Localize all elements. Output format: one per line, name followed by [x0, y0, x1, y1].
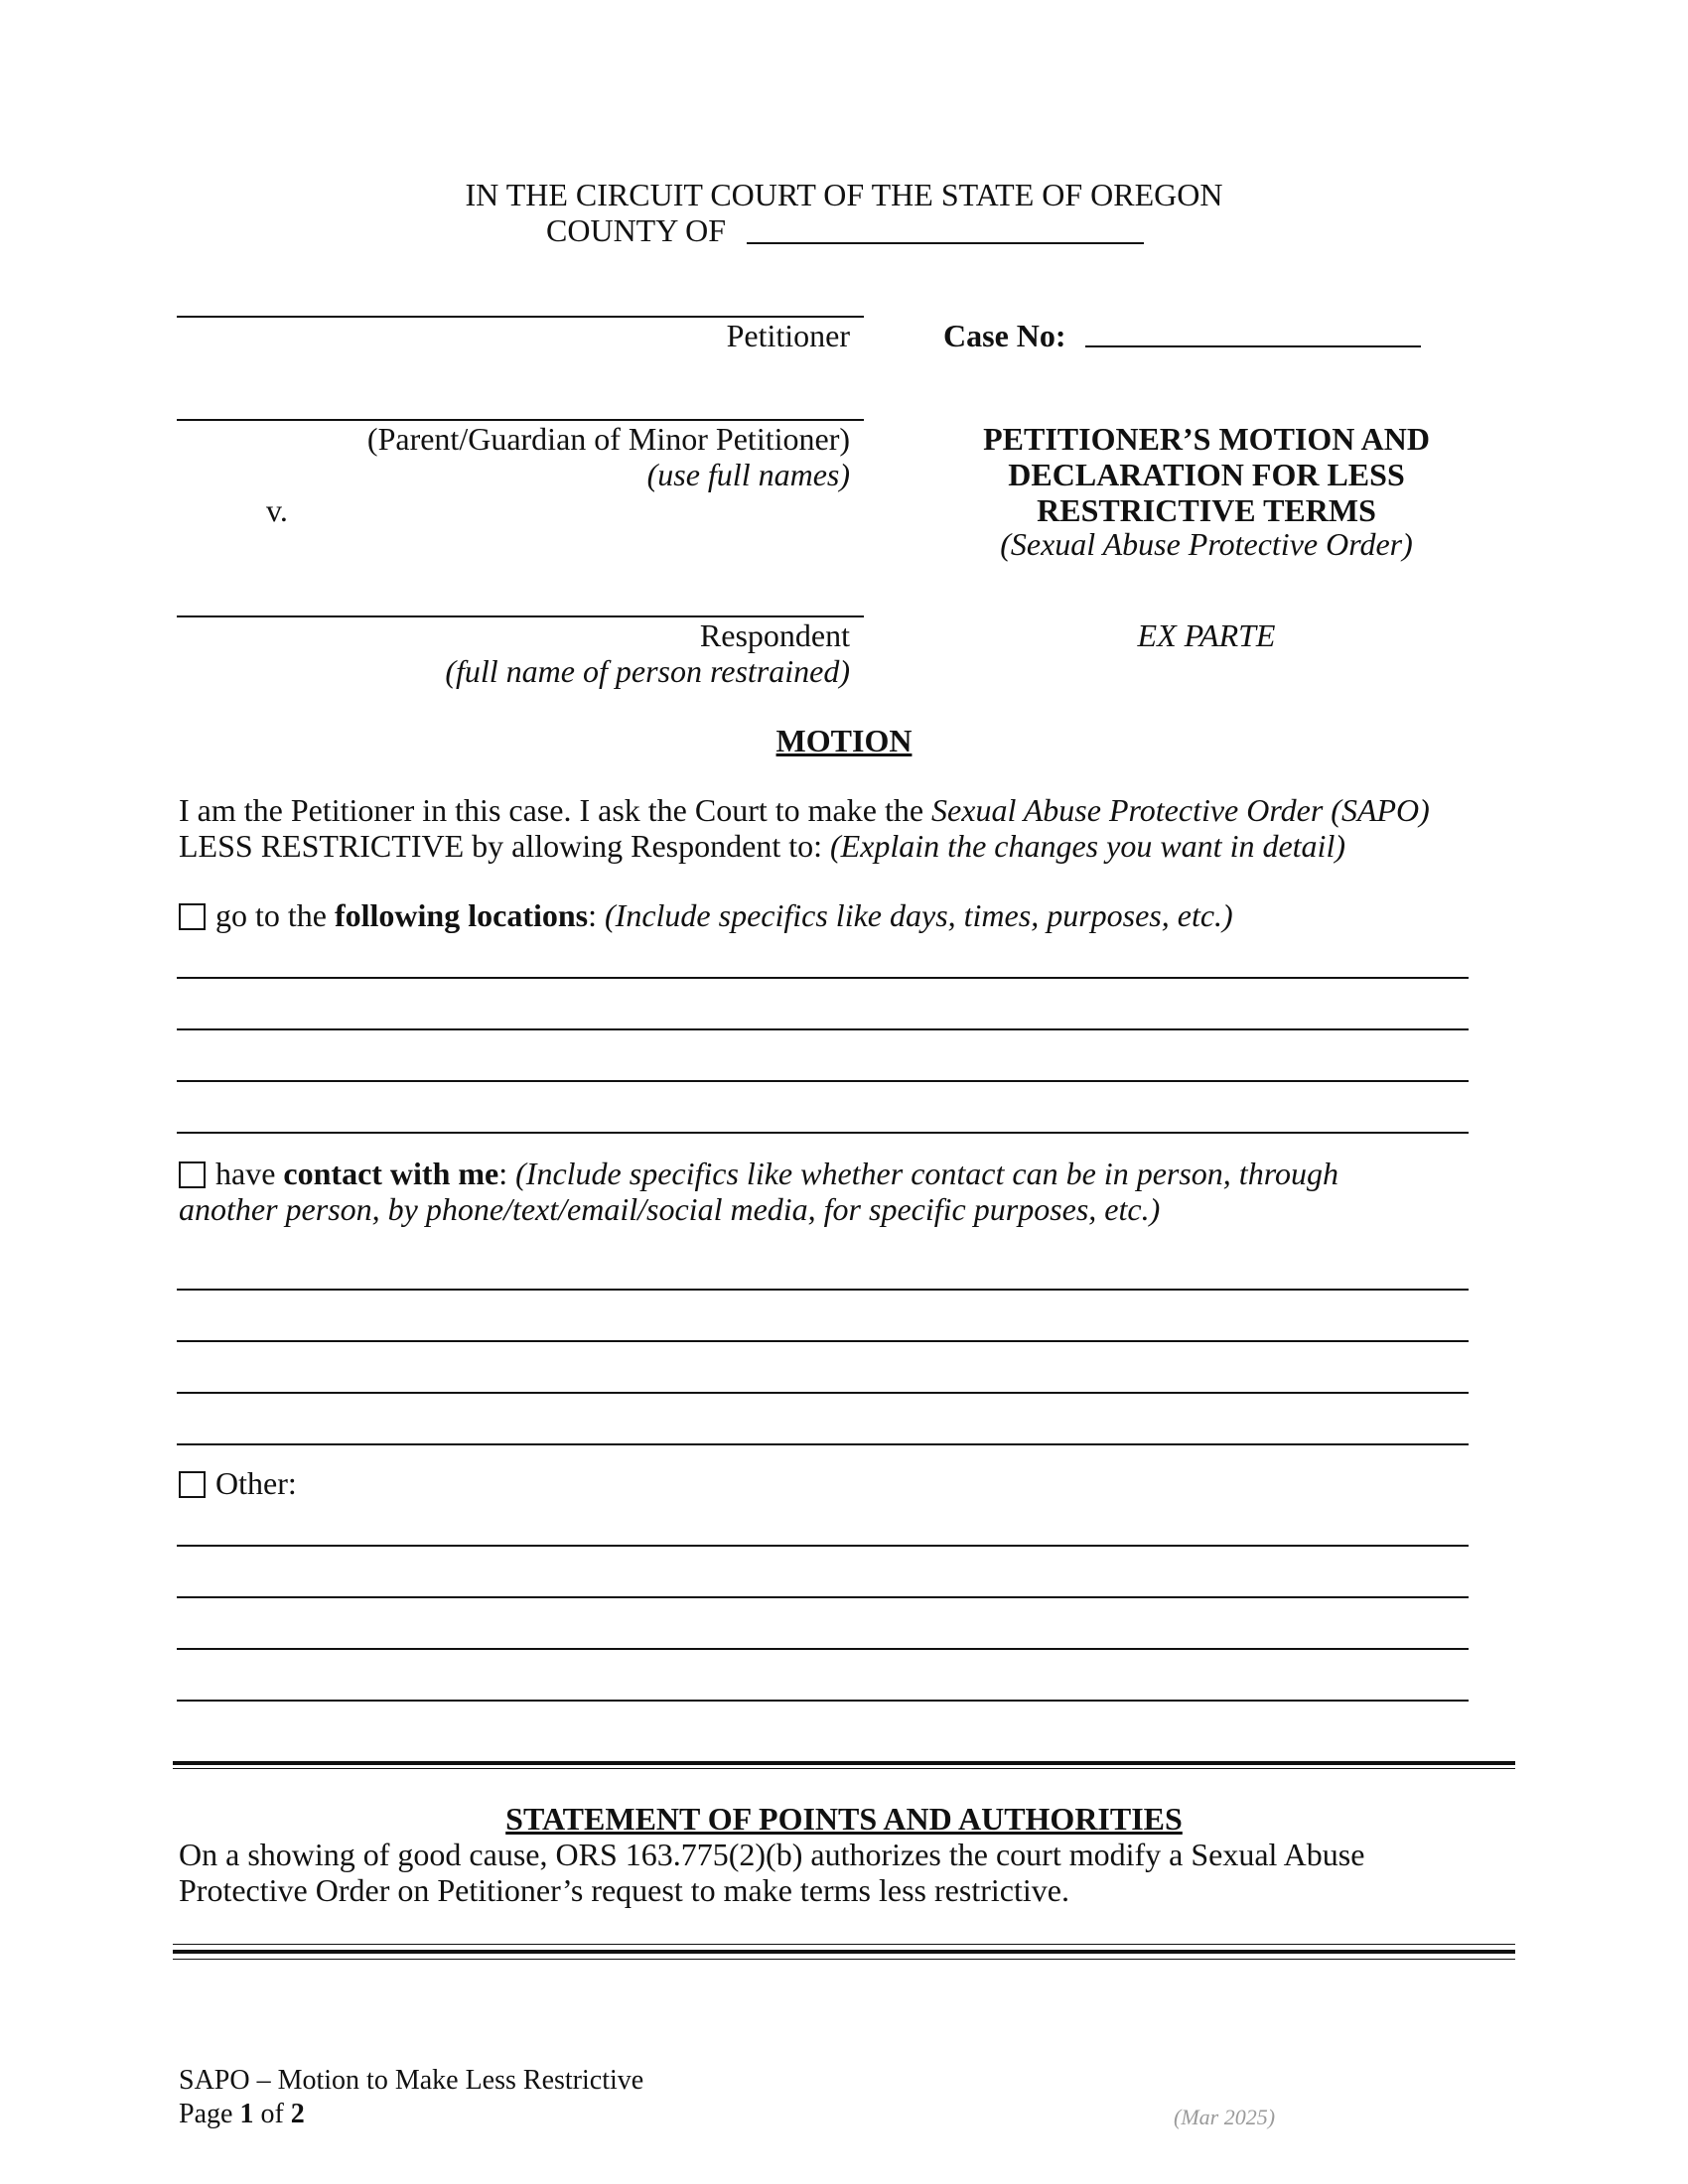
case-no-label: Case No: [943, 318, 1066, 353]
contact-line-3[interactable] [177, 1392, 1469, 1394]
contact-text: have [215, 1156, 284, 1191]
motion-intro-less-restrictive: LESS RESTRICTIVE by allowing Respondent to: [179, 828, 830, 864]
document-title-line3: RESTRICTIVE TERMS [1037, 492, 1376, 528]
county-field[interactable] [747, 242, 1144, 244]
motion-intro-line1 [179, 792, 1430, 829]
locations-note: (Include specifics like days, times, purposes, etc.) [605, 897, 1233, 933]
footer-page-word: Page [179, 2099, 240, 2129]
respondent-label: Respondent [699, 617, 850, 653]
authorities-heading: STATEMENT OF POINTS AND AUTHORITIES [505, 1801, 1183, 1837]
contact-line-4[interactable] [177, 1443, 1469, 1445]
locations-colon: : [588, 897, 605, 933]
contact-note-line2: another person, by phone/text/email/social media, for specific purposes, etc.) [179, 1191, 1161, 1227]
document-subtitle: (Sexual Abuse Protective Order) [1000, 526, 1413, 562]
respondent-note: (full name of person restrained) [445, 653, 850, 689]
end-rule-2 [173, 1950, 1515, 1954]
locations-bold: following locations [334, 897, 589, 933]
other-line-4[interactable] [177, 1700, 1469, 1702]
end-rule-3 [173, 1959, 1515, 1960]
motion-intro-line2 [179, 828, 1345, 865]
document-title-line1: PETITIONER’S MOTION AND [983, 421, 1430, 457]
contact-checkbox[interactable] [179, 1161, 206, 1188]
motion-intro-text: I am the Petitioner in this case. I ask the Court to make the [179, 792, 932, 828]
locations-line-3[interactable] [177, 1080, 1469, 1082]
footer-revision: (Mar 2025) [1174, 2105, 1276, 2129]
motion-intro-sapo: Sexual Abuse Protective Order (SAPO) [931, 792, 1430, 828]
contact-bold: contact with me [283, 1156, 499, 1191]
authorities-line2: Protective Order on Petitioner’s request to make terms less restrictive. [179, 1872, 1069, 1908]
other-line-2[interactable] [177, 1596, 1469, 1598]
option-other [179, 1465, 297, 1502]
contact-note-line1: (Include specifics like whether contact can be in person, through [515, 1156, 1338, 1191]
court-title: IN THE CIRCUIT COURT OF THE STATE OF OREGON [465, 177, 1223, 212]
locations-text: go to the [215, 897, 335, 933]
end-rule-1 [173, 1944, 1515, 1945]
locations-checkbox[interactable] [179, 903, 206, 930]
option-contact [179, 1156, 1338, 1192]
document-title-line2: DECLARATION FOR LESS [1008, 457, 1405, 492]
footer-page-number [179, 2099, 305, 2130]
section-divider-bottom [173, 1768, 1515, 1769]
footer-page-current: 1 [239, 2099, 254, 2129]
option-locations [179, 897, 1233, 934]
use-full-names-note: (use full names) [646, 457, 850, 492]
other-label: Other: [215, 1465, 297, 1501]
ex-parte-label: EX PARTE [1137, 617, 1276, 653]
other-line-1[interactable] [177, 1545, 1469, 1547]
footer-form-name: SAPO – Motion to Make Less Restrictive [179, 2065, 644, 2096]
other-checkbox[interactable] [179, 1471, 206, 1498]
footer-page-of: of [253, 2099, 291, 2129]
locations-line-1[interactable] [177, 977, 1469, 979]
footer-page-total: 2 [290, 2099, 305, 2129]
parent-guardian-label: (Parent/Guardian of Minor Petitioner) [366, 421, 850, 457]
other-line-3[interactable] [177, 1648, 1469, 1650]
petitioner-label: Petitioner [726, 318, 850, 353]
case-no-field[interactable] [1085, 345, 1421, 347]
contact-line-1[interactable] [177, 1289, 1469, 1291]
versus-label: v. [266, 492, 288, 528]
locations-line-2[interactable] [177, 1028, 1469, 1030]
county-label: COUNTY OF [546, 212, 727, 248]
motion-intro-explain: (Explain the changes you want in detail) [829, 828, 1345, 864]
motion-heading: MOTION [775, 723, 913, 758]
contact-line-2[interactable] [177, 1340, 1469, 1342]
authorities-line1: On a showing of good cause, ORS 163.775(2)(b) authorizes the court modify a Sexual Abuse [179, 1837, 1365, 1872]
section-divider-top [173, 1761, 1515, 1765]
locations-line-4[interactable] [177, 1132, 1469, 1134]
contact-colon: : [498, 1156, 516, 1191]
